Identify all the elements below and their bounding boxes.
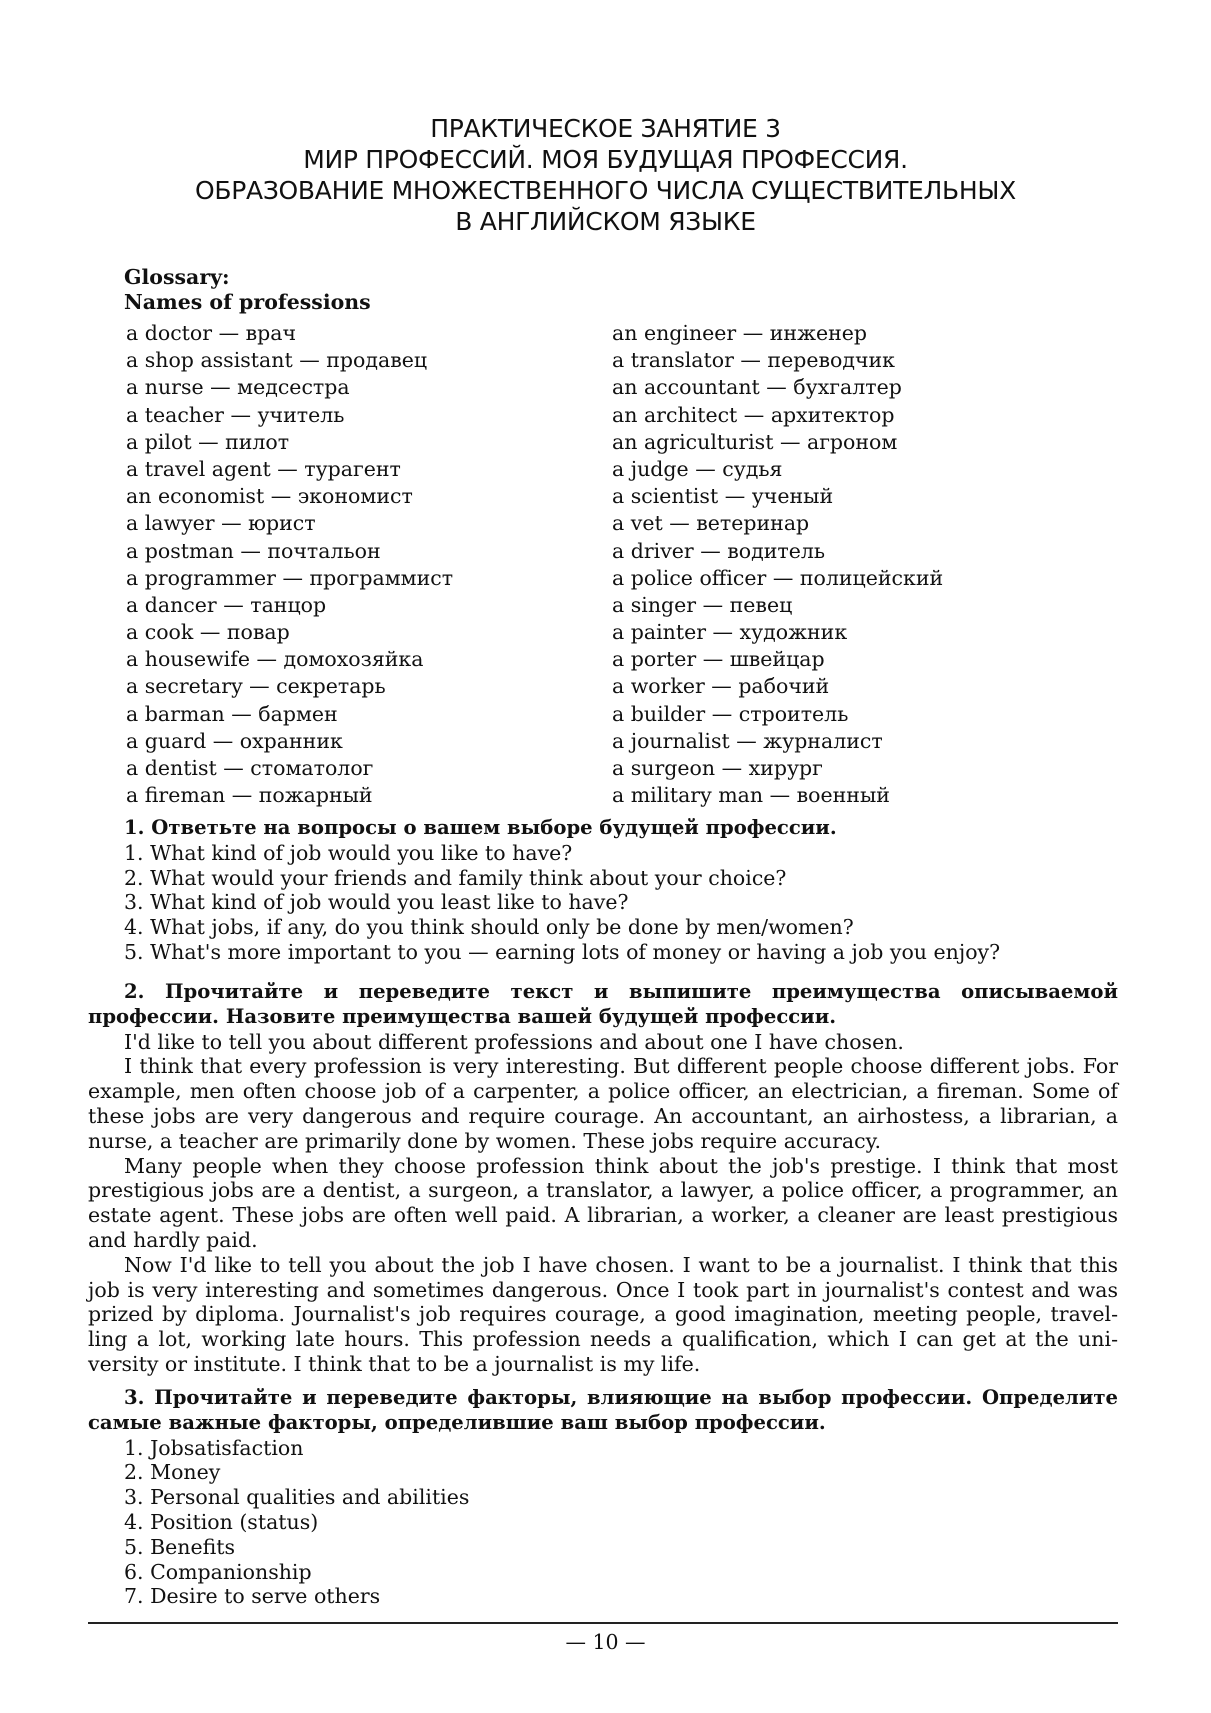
- footer-divider: [88, 1622, 1118, 1624]
- glossary-left-column: [126, 320, 453, 809]
- glossary-item: a singer — певец: [612, 592, 793, 617]
- exercise-3: [88, 1386, 1118, 1609]
- glossary-item: a programmer — программист: [126, 565, 454, 590]
- question-item: 4. What jobs, if any, do you think should only be done by men/women?: [124, 915, 854, 940]
- glossary-item: a housewife — домохозяйка: [126, 647, 424, 672]
- glossary-item: a barman — бармен: [126, 701, 338, 726]
- glossary-item: a surgeon — хирург: [612, 756, 823, 780]
- glossary-item: an accountant — бухгалтер: [612, 375, 902, 400]
- exercise-2-heading: 2. Прочитайте и переведите текст и выпишите преимущества описываемой профессии. Назовите преимущества вашей будущей профессии.: [88, 980, 1118, 1028]
- glossary-item: an economist — экономист: [126, 484, 413, 509]
- glossary-subheading: Names of professions: [124, 289, 371, 314]
- glossary-item: a judge — судья: [612, 456, 783, 481]
- factor-item: 3. Personal qualities and abilities: [124, 1485, 470, 1510]
- exercise-1-heading: 1. Ответьте на вопросы о вашем выборе будущей профессии.: [124, 816, 837, 839]
- glossary-item: a painter — художник: [612, 620, 848, 645]
- glossary-item: a guard — охранник: [126, 728, 343, 753]
- text-paragraph: I'd like to tell you about different professions and about one I have chosen.: [124, 1029, 904, 1054]
- glossary-item: a porter — швейцар: [612, 647, 825, 672]
- page-number: — 10 —: [565, 1630, 646, 1654]
- question-item: 3. What kind of job would you least like to have?: [124, 890, 629, 915]
- glossary-item: a travel agent — турагент: [126, 456, 401, 481]
- factor-item: 4. Position (status): [124, 1509, 319, 1534]
- glossary-item: a military man — военный: [612, 783, 890, 808]
- title-line-1: ПРАКТИЧЕСКОЕ ЗАНЯТИЕ 3: [430, 114, 781, 143]
- exercise-3-factors: [88, 1436, 1118, 1610]
- text-paragraph: Now I'd like to tell you about the job I have chosen. I want to be a journalist. I think that this job is very interesting and sometimes dangerous. Once I took part in journalist's contest and was prized by diploma. Journalist's job requires courage, a good imagination, meeting people, travelling a lot, working late hours. This profession needs a qualification, which I can get at the university or institute. I think that to be a journalist is my life.: [88, 1252, 1118, 1376]
- glossary-item: a journalist — журналист: [612, 728, 883, 753]
- text-paragraph: Many people when they choose profession think about the job's prestige. I think that most prestigious jobs are a dentist, a surgeon, a translator, a lawyer, a police officer, a programmer, an estate agent. These jobs are often well paid. A librarian, a worker, a cleaner are least prestigious and hardly paid.: [88, 1153, 1118, 1252]
- glossary-item: a scientist — ученый: [612, 484, 834, 509]
- glossary-item: a shop assistant — продавец: [126, 348, 428, 373]
- exercise-1: [88, 816, 1118, 965]
- glossary-item: a nurse — медсестра: [126, 375, 350, 400]
- exercise-1-questions: [88, 841, 1118, 965]
- glossary-item: a fireman — пожарный: [126, 783, 373, 808]
- title-line-4: В АНГЛИЙСКОМ ЯЗЫКЕ: [455, 207, 756, 236]
- page-title: [0, 113, 1211, 237]
- glossary-item: a police officer — полицейский: [612, 565, 944, 590]
- glossary-item: a pilot — пилот: [126, 429, 290, 454]
- glossary-item: an architect — архитектор: [612, 402, 895, 427]
- title-line-3: ОБРАЗОВАНИЕ МНОЖЕСТВЕННОГО ЧИСЛА СУЩЕСТВИТЕЛЬНЫХ: [195, 176, 1016, 205]
- glossary-item: a builder — строитель: [612, 701, 849, 726]
- factor-item: 2. Money: [124, 1460, 221, 1485]
- glossary-item: a lawyer — юрист: [126, 511, 316, 536]
- glossary-item: a cook — повар: [126, 620, 290, 645]
- glossary-item: a vet — ветеринар: [612, 511, 810, 536]
- glossary-item: an agriculturist — агроном: [612, 429, 898, 454]
- glossary-item: a postman — почтальон: [126, 538, 381, 563]
- exercise-2: [88, 980, 1118, 1377]
- glossary-item: a translator — переводчик: [612, 348, 895, 373]
- question-item: 1. What kind of job would you like to have?: [124, 840, 573, 865]
- factor-item: 7. Desire to serve others: [124, 1584, 381, 1609]
- question-item: 5. What's more important to you — earning lots of money or having a job you enjoy?: [124, 939, 1001, 964]
- glossary-right-column: [612, 320, 943, 809]
- question-item: 2. What would your friends and family think about your choice?: [124, 865, 787, 890]
- glossary-item: a dentist — стоматолог: [126, 756, 374, 780]
- exercise-3-heading: 3. Прочитайте и переведите факторы, влияющие на выбор профессии. Определите самые важные факторы, определившие ваш выбор профессии.: [88, 1386, 1118, 1434]
- title-line-2: МИР ПРОФЕССИЙ. МОЯ БУДУЩАЯ ПРОФЕССИЯ.: [303, 145, 908, 174]
- glossary-item: a worker — рабочий: [612, 674, 830, 699]
- glossary-item: a teacher — учитель: [126, 402, 345, 427]
- glossary-header: [124, 265, 371, 315]
- factor-item: 1. Jobsatisfaction: [124, 1435, 304, 1460]
- glossary-item: a secretary — секретарь: [126, 674, 386, 699]
- glossary-heading: Glossary:: [124, 265, 230, 289]
- factor-item: 5. Benefits: [124, 1534, 236, 1559]
- text-paragraph: I think that every profession is very interesting. But different people choose different jobs. For example, men often choose job of a carpenter, a police officer, an electrician, a fireman. Some of these jobs are very dangerous and require courage. An accountant, an airhostess, a librarian, a nurse, a teacher are primarily done by women. These jobs require accuracy.: [88, 1054, 1118, 1153]
- factor-item: 6. Companionship: [124, 1559, 312, 1584]
- glossary-item: a doctor — врач: [126, 321, 297, 345]
- glossary-item: an engineer — инженер: [612, 321, 867, 345]
- glossary-item: a dancer — танцор: [126, 592, 327, 617]
- glossary-item: a driver — водитель: [612, 538, 826, 563]
